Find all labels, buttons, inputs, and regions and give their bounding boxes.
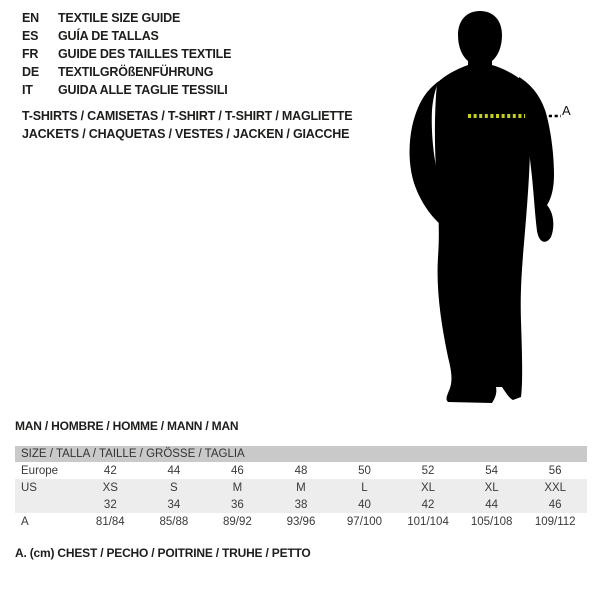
size-cell: S (142, 479, 206, 496)
size-cell: 105/108 (470, 515, 513, 528)
language-label: GUIDA ALLE TAGLIE TESSILI (58, 83, 228, 97)
row-label (15, 496, 79, 513)
size-cell: 42 (103, 464, 117, 477)
size-table-header-row (15, 446, 587, 462)
language-row-es (22, 27, 231, 45)
size-cell: XL (460, 479, 524, 496)
man-silhouette-figure (405, 5, 600, 405)
size-cell: 89/92 (223, 515, 252, 528)
language-list (22, 9, 231, 99)
row-label: Europe (21, 464, 59, 477)
size-cell: 34 (142, 496, 206, 513)
size-cell: XXL (523, 479, 587, 496)
size-cell: XS (79, 479, 143, 496)
language-code: DE (22, 65, 39, 79)
size-cell: 32 (79, 496, 143, 513)
language-label: TEXTILE SIZE GUIDE (58, 11, 181, 25)
language-code: EN (22, 11, 39, 25)
size-cell: M (269, 479, 333, 496)
size-cell: 54 (485, 464, 498, 477)
language-label: GUÍA DE TALLAS (58, 29, 159, 43)
row-label: A (21, 515, 29, 528)
size-cell: 40 (333, 496, 397, 513)
category-line-jackets: JACKETS / CHAQUETAS / VESTES / JACKEN / GIACCHE (22, 127, 350, 141)
size-cell: 93/96 (286, 515, 316, 528)
size-table-header: SIZE / TALLA / TAILLE / GRÖSSE / TAGLIA (15, 446, 587, 462)
size-cell: 44 (167, 464, 181, 477)
size-cell: 42 (396, 496, 460, 513)
category-line-tshirts: T-SHIRTS / CAMISETAS / T-SHIRT / T-SHIRT / MAGLIETTE (22, 109, 353, 123)
silhouette-body (435, 65, 530, 403)
size-cell: 52 (421, 464, 435, 477)
size-cell: L (333, 479, 397, 496)
size-cell: 38 (269, 496, 333, 513)
size-cell: XL (396, 479, 460, 496)
size-cell: M (206, 479, 270, 496)
size-cell: 101/104 (407, 515, 449, 528)
language-row-fr (22, 45, 231, 63)
language-row-it (22, 81, 231, 99)
man-silhouette-svg (405, 5, 575, 405)
size-cell: 109/112 (534, 515, 576, 528)
language-label: TEXTILGRÖßENFÜHRUNG (58, 65, 214, 79)
measurement-footnote: A. (cm) CHEST / PECHO / POITRINE / TRUHE / PETTO (15, 546, 311, 560)
size-cell: 81/84 (95, 515, 125, 528)
gender-section-title: MAN / HOMBRE / HOMME / MANN / MAN (15, 419, 239, 433)
size-cell: 56 (548, 464, 562, 477)
size-cell: 46 (523, 496, 587, 513)
language-code: IT (22, 83, 33, 97)
row-label: US (15, 479, 79, 496)
silhouette-head (458, 11, 502, 69)
size-cell: 44 (460, 496, 524, 513)
size-cell: 36 (206, 496, 270, 513)
table-row-us-numeric (15, 496, 587, 513)
size-cell: 50 (358, 464, 371, 477)
size-cell: 97/100 (346, 515, 383, 528)
measure-label-a: A (562, 103, 571, 118)
language-row-en (22, 9, 231, 27)
category-titles (22, 107, 352, 143)
size-cell: 46 (231, 464, 244, 477)
language-code: FR (22, 47, 39, 61)
table-row-chest-a (15, 513, 587, 530)
language-label: GUIDE DES TAILLES TEXTILE (58, 47, 232, 61)
language-code: ES (22, 29, 39, 43)
table-row-europe (15, 462, 587, 479)
language-row-de (22, 63, 231, 81)
size-table (15, 446, 587, 530)
size-cell: 85/88 (159, 515, 189, 528)
table-row-us (15, 479, 587, 496)
size-cell: 48 (294, 464, 308, 477)
